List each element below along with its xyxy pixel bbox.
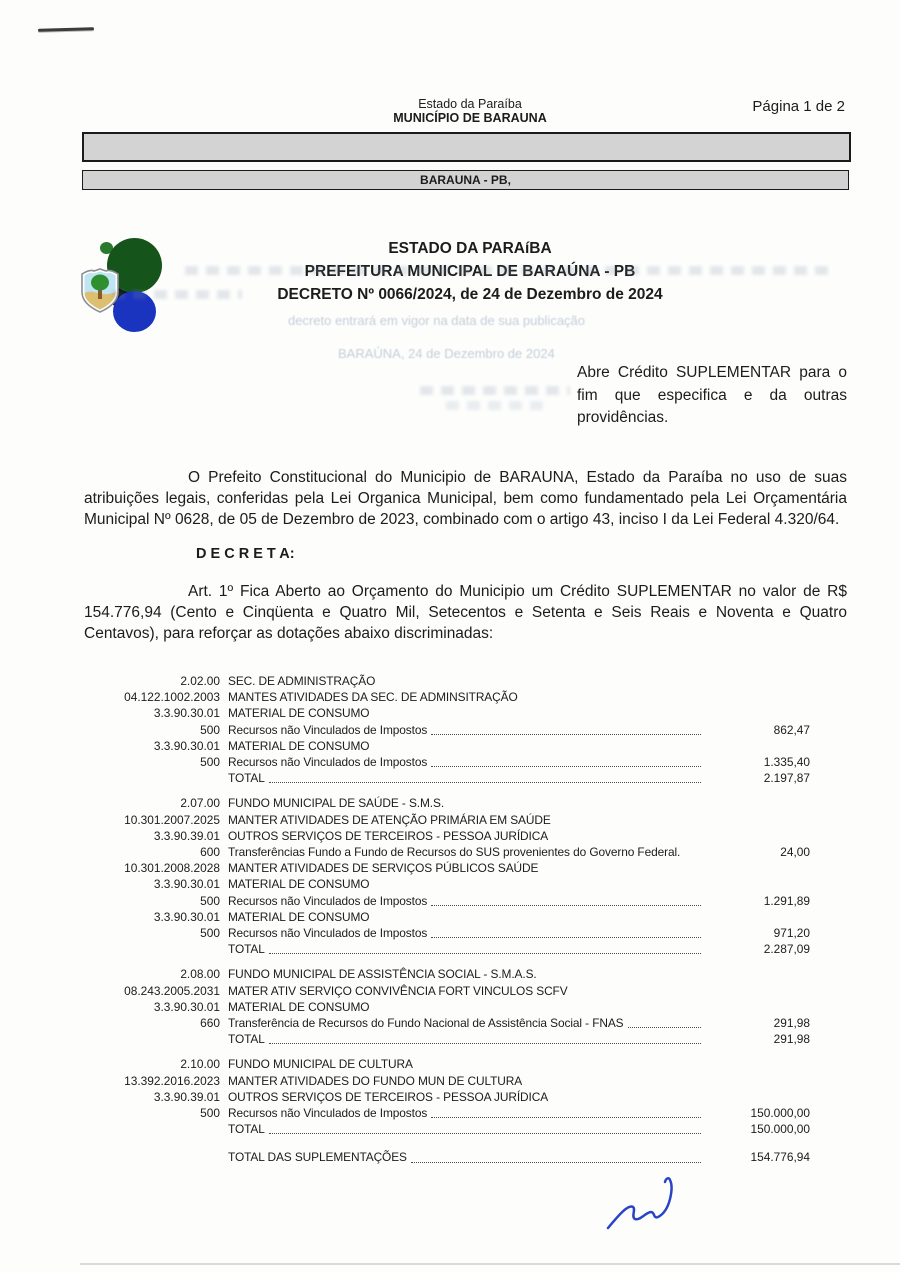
budget-code: 3.3.90.30.01 <box>153 706 220 721</box>
budget-desc: MATERIAL DE CONSUMO <box>228 909 370 924</box>
budget-row <box>84 1031 810 1047</box>
budget-value: 150.000,00 <box>750 1122 810 1137</box>
dotted-leader <box>431 925 701 938</box>
budget-row <box>84 795 810 811</box>
bleedthrough-smudge <box>420 386 570 395</box>
budget-row <box>84 1056 810 1072</box>
budget-desc: MANTER ATIVIDADES DE ATENÇÃO PRIMÁRIA EM SAÚDE <box>228 812 551 827</box>
bleedthrough-text: BARAÚNA, 24 de Dezembro de 2024 <box>338 346 555 361</box>
budget-code: 500 <box>200 722 220 737</box>
dotted-leader <box>269 1031 701 1044</box>
budget-row <box>84 999 810 1015</box>
bleedthrough-text: decreto entrará em vigor na data de sua publicação <box>288 313 586 328</box>
budget-code: 2.07.00 <box>180 796 220 811</box>
budget-row <box>84 860 810 876</box>
budget-desc: FUNDO MUNICIPAL DE ASSISTÊNCIA SOCIAL - S.M.A.S. <box>228 967 537 982</box>
budget-code: 2.02.00 <box>180 674 220 688</box>
budget-row <box>84 673 810 689</box>
dotted-leader <box>628 1015 701 1028</box>
decreta-heading: D E C R E T A: <box>196 546 295 562</box>
budget-row <box>84 941 810 957</box>
budget-code: 500 <box>200 926 220 941</box>
budget-value: 1.291,89 <box>763 893 810 908</box>
budget-desc: MATER ATIV SERVIÇO CONVIVÊNCIA FORT VINCULOS SCFV <box>228 983 568 998</box>
budget-code: 3.3.90.30.01 <box>153 999 220 1014</box>
budget-value: 291,98 <box>773 1032 810 1047</box>
bleedthrough-smudge <box>185 266 835 275</box>
budget-desc: Transferências Fundo a Fundo de Recursos do SUS provenientes do Governo Federal. <box>228 845 681 860</box>
budget-desc: TOTAL <box>228 1032 265 1047</box>
ementa-summary: Abre Crédito SUPLEMENTAR para o fim que especifica e da outras providências. <box>577 364 847 426</box>
bleedthrough-smudge <box>112 290 242 299</box>
budget-desc: TOTAL <box>228 1122 265 1137</box>
budget-code: 08.243.2005.2031 <box>124 983 220 998</box>
budget-row <box>84 876 810 892</box>
preamble-paragraph: O Prefeito Constitucional do Municipio de BARAUNA, Estado da Paraíba no uso de suas atribuições legais, conferidas pela Lei Organica Municipal, bem como fundamentado pela Lei Orçamentária Municipal Nº 0628, de 05 de Dezembro de 2023, combinado com o artigo 43, inciso I da Lei Federal 4.320/64. <box>84 469 847 528</box>
budget-code: 2.10.00 <box>180 1057 220 1072</box>
budget-row <box>84 689 810 705</box>
dotted-leader <box>269 941 701 954</box>
header-municipality: MUNICÍPIO DE BARAUNA <box>393 111 547 125</box>
budget-row <box>84 1149 810 1165</box>
signature-stroke <box>608 1178 672 1228</box>
banner-bar-city: BARAUNA - PB, <box>82 170 849 190</box>
page-indicator: Página 1 de 2 <box>752 98 845 115</box>
dotted-leader <box>431 754 701 767</box>
budget-code: 600 <box>200 845 220 860</box>
budget-row <box>84 909 810 925</box>
title-decreto-number: DECRETO Nº 0066/2024, de 24 de Dezembro de 2024 <box>277 286 663 303</box>
budget-code: 2.08.00 <box>180 967 220 982</box>
budget-desc: Recursos não Vinculados de Impostos <box>228 893 428 908</box>
budget-value: 1.335,40 <box>763 755 810 770</box>
budget-table <box>84 664 810 1166</box>
budget-value: 971,20 <box>773 926 810 941</box>
budget-row <box>84 893 810 909</box>
budget-desc: SEC. DE ADMINISTRAÇÃO <box>228 674 376 688</box>
title-prefeitura: PREFEITURA MUNICIPAL DE BARAÚNA - PB <box>304 263 636 280</box>
budget-desc: Recursos não Vinculados de Impostos <box>228 1106 428 1121</box>
budget-desc: Recursos não Vinculados de Impostos <box>228 755 428 770</box>
budget-row <box>84 1121 810 1137</box>
budget-value: 24,00 <box>780 845 810 860</box>
budget-code: 500 <box>200 893 220 908</box>
budget-code: 3.3.90.39.01 <box>153 1089 220 1104</box>
budget-desc: MATERIAL DE CONSUMO <box>228 738 370 753</box>
budget-desc: TOTAL <box>228 942 265 957</box>
title-state: ESTADO DA PARAíBA <box>388 240 552 257</box>
budget-code: 660 <box>200 1016 220 1031</box>
budget-desc: MANTER ATIVIDADES DE SERVIÇOS PÚBLICOS SAÚDE <box>228 861 539 876</box>
budget-value: 2.287,09 <box>763 942 810 957</box>
budget-desc: FUNDO MUNICIPAL DE CULTURA <box>228 1057 413 1072</box>
budget-value: 862,47 <box>773 722 810 737</box>
budget-row <box>84 812 810 828</box>
budget-desc: OUTROS SERVIÇOS DE TERCEIROS - PESSOA JURÍDICA <box>228 1089 549 1104</box>
budget-value: 150.000,00 <box>750 1106 810 1121</box>
budget-desc: MANTER ATIVIDADES DO FUNDO MUN DE CULTURA <box>228 1073 523 1088</box>
dotted-leader <box>431 893 701 906</box>
dotted-leader <box>431 1105 701 1118</box>
budget-desc: MATERIAL DE CONSUMO <box>228 706 370 721</box>
budget-row <box>84 705 810 721</box>
dotted-leader <box>269 770 701 783</box>
budget-value: 291,98 <box>773 1016 810 1031</box>
budget-row <box>84 754 810 770</box>
budget-code: 3.3.90.39.01 <box>153 828 220 843</box>
budget-row <box>84 770 810 786</box>
budget-code: 500 <box>200 755 220 770</box>
budget-desc: TOTAL DAS SUPLEMENTAÇÕES <box>228 1150 407 1165</box>
signature-mark <box>600 1176 700 1236</box>
header-state: Estado da Paraíba <box>418 97 522 111</box>
budget-row <box>84 722 810 738</box>
budget-code: 3.3.90.30.01 <box>153 877 220 892</box>
budget-code: 10.301.2008.2028 <box>124 861 220 876</box>
budget-row <box>84 844 810 860</box>
budget-code: 04.122.1002.2003 <box>124 690 220 705</box>
budget-row <box>84 983 810 999</box>
budget-code: 10.301.2007.2025 <box>124 812 220 827</box>
budget-row <box>84 1073 810 1089</box>
budget-code: 3.3.90.30.01 <box>153 909 220 924</box>
dotted-leader <box>269 1121 701 1134</box>
budget-code: 3.3.90.30.01 <box>153 738 220 753</box>
banner-bar-empty <box>82 132 851 162</box>
budget-row <box>84 1105 810 1121</box>
budget-desc: Recursos não Vinculados de Impostos <box>228 926 428 941</box>
budget-code: 13.392.2016.2023 <box>124 1073 220 1088</box>
budget-row <box>84 738 810 754</box>
budget-desc: Recursos não Vinculados de Impostos <box>228 722 428 737</box>
budget-desc: TOTAL <box>228 771 265 786</box>
budget-row <box>84 1089 810 1105</box>
budget-row <box>84 925 810 941</box>
budget-desc: Transferência de Recursos do Fundo Nacional de Assistência Social - FNAS <box>228 1016 624 1031</box>
budget-value: 2.197,87 <box>763 771 810 786</box>
dotted-leader <box>431 722 701 735</box>
budget-value: 154.776,94 <box>750 1150 810 1165</box>
budget-desc: MANTES ATIVIDADES DA SEC. DE ADMINSITRAÇÃO <box>228 690 518 705</box>
budget-row <box>84 828 810 844</box>
dotted-leader <box>411 1150 701 1163</box>
budget-desc: FUNDO MUNICIPAL DE SAÚDE - S.M.S. <box>228 796 445 811</box>
budget-row <box>84 1015 810 1031</box>
budget-row <box>84 966 810 982</box>
budget-desc: MATERIAL DE CONSUMO <box>228 877 370 892</box>
article-1-paragraph: Art. 1º Fica Aberto ao Orçamento do Municipio um Crédito SUPLEMENTAR no valor de R$ 154.776,94 (Cento e Cinqüenta e Quatro Mil, Setecentos e Setenta e Seis Reais e Noventa e Quatro Centavos), para reforçar as dotações abaixo discriminadas: <box>84 583 847 642</box>
budget-desc: MATERIAL DE CONSUMO <box>228 999 370 1014</box>
scan-artifact-mark <box>38 27 94 31</box>
scan-bottom-edge <box>80 1263 900 1265</box>
budget-code: 500 <box>200 1106 220 1121</box>
bleedthrough-smudge <box>446 401 551 410</box>
budget-desc: OUTROS SERVIÇOS DE TERCEIROS - PESSOA JURÍDICA <box>228 828 549 843</box>
